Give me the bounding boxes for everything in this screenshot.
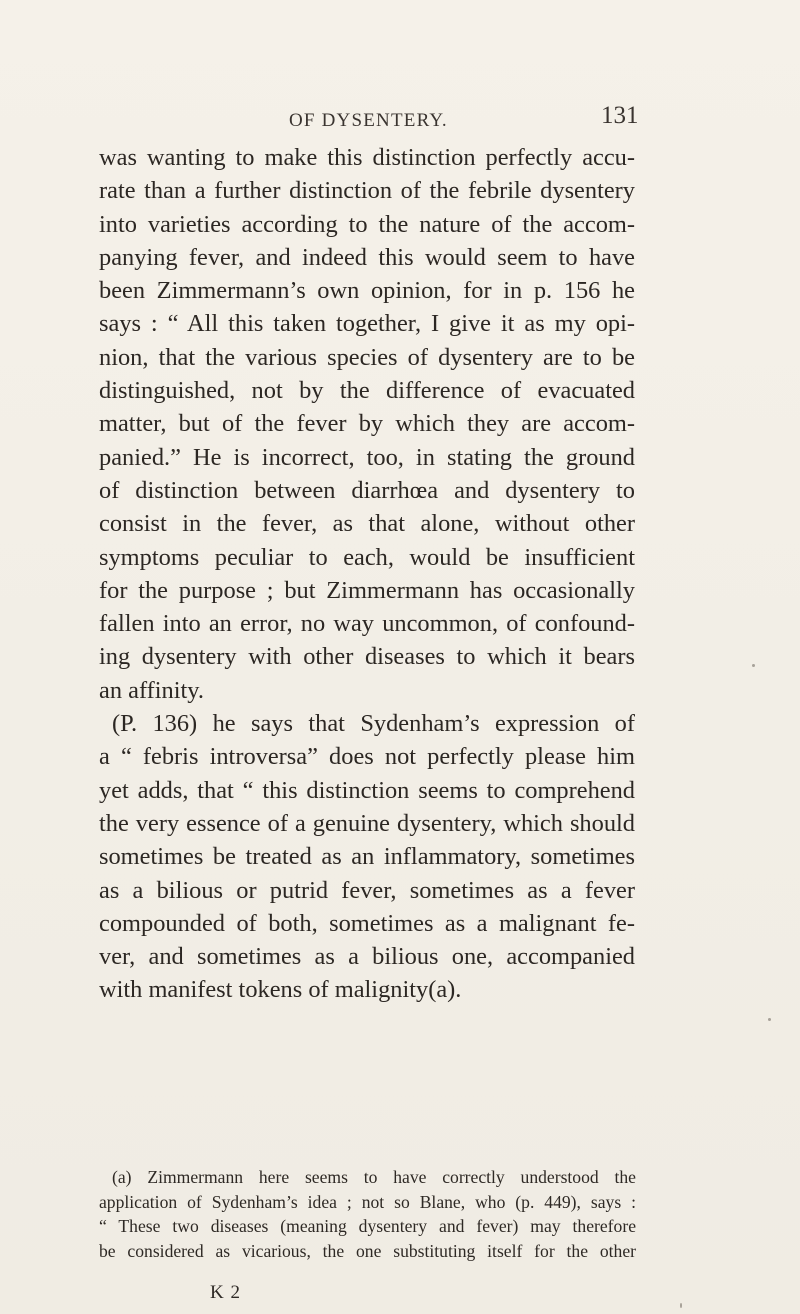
text-line: an affinity. bbox=[99, 676, 204, 704]
text-line: ing dysentery with other diseases to which it bears bbox=[99, 643, 635, 671]
text-line: fallen into an error, no way uncommon, of confound- bbox=[99, 610, 635, 638]
text-line: was wanting to make this distinction perfectly accu- bbox=[99, 144, 635, 171]
footnote-line: application of Sydenham’s idea ; not so Blane, who (p. 449), says : bbox=[99, 1191, 636, 1212]
text-line: for the purpose ; but Zimmermann has occasionally bbox=[99, 576, 635, 604]
running-head: OF DYSENTERY. bbox=[289, 110, 448, 131]
text-line: a “ febris introversa” does not perfectly please him bbox=[99, 743, 635, 771]
text-line: matter, but of the fever by which they are accom- bbox=[99, 410, 635, 438]
text-line: of distinction between diarrhœa and dysentery to bbox=[99, 476, 635, 504]
page-number: 131 bbox=[601, 102, 639, 129]
paper-speck bbox=[752, 664, 755, 667]
main-text bbox=[99, 141, 635, 1007]
text-line: ver, and sometimes as a bilious one, accompanied bbox=[99, 943, 635, 971]
footnote-line: “ These two diseases (meaning dysentery and fever) may therefore bbox=[99, 1216, 636, 1236]
footnote-line: be considered as vicarious, the one substituting itself for the other bbox=[99, 1240, 636, 1261]
text-line: nion, that the various species of dysentery are to be bbox=[99, 343, 635, 371]
paper-speck bbox=[680, 1303, 682, 1308]
text-line: with manifest tokens of malignity(a). bbox=[99, 976, 462, 1004]
text-line: panying fever, and indeed this would seem to have bbox=[99, 243, 635, 271]
signature-mark: K 2 bbox=[210, 1282, 241, 1303]
text-line: as a bilious or putrid fever, sometimes as a fever bbox=[99, 876, 635, 904]
page-header bbox=[0, 100, 800, 140]
text-line: consist in the fever, as that alone, without other bbox=[99, 510, 635, 538]
text-line: the very essence of a genuine dysentery, which should bbox=[99, 809, 635, 837]
text-line: sometimes be treated as an inflammatory, sometimes bbox=[99, 843, 635, 871]
text-line: compounded of both, sometimes as a malignant fe- bbox=[99, 909, 635, 937]
footnote-block bbox=[99, 1165, 636, 1263]
text-line: been Zimmermann’s own opinion, for in p. 156 he bbox=[99, 277, 635, 305]
text-line: into varieties according to the nature of the accom- bbox=[99, 210, 635, 238]
text-line: symptoms peculiar to each, would be insufficient bbox=[99, 543, 635, 571]
footnote-line: (a) Zimmermann here seems to have correctly understood the bbox=[112, 1167, 636, 1187]
text-line: yet adds, that “ this distinction seems to comprehend bbox=[99, 776, 635, 804]
text-line: says : “ All this taken together, I give it as my opi- bbox=[99, 310, 635, 338]
text-line: rate than a further distinction of the febrile dysentery bbox=[99, 177, 635, 205]
text-line: distinguished, not by the difference of evacuated bbox=[99, 377, 635, 405]
paragraph-start-line: (P. 136) he says that Sydenham’s expression of bbox=[112, 710, 635, 738]
text-line: panied.” He is incorrect, too, in stating the ground bbox=[99, 443, 635, 471]
paper-speck bbox=[768, 1018, 771, 1021]
